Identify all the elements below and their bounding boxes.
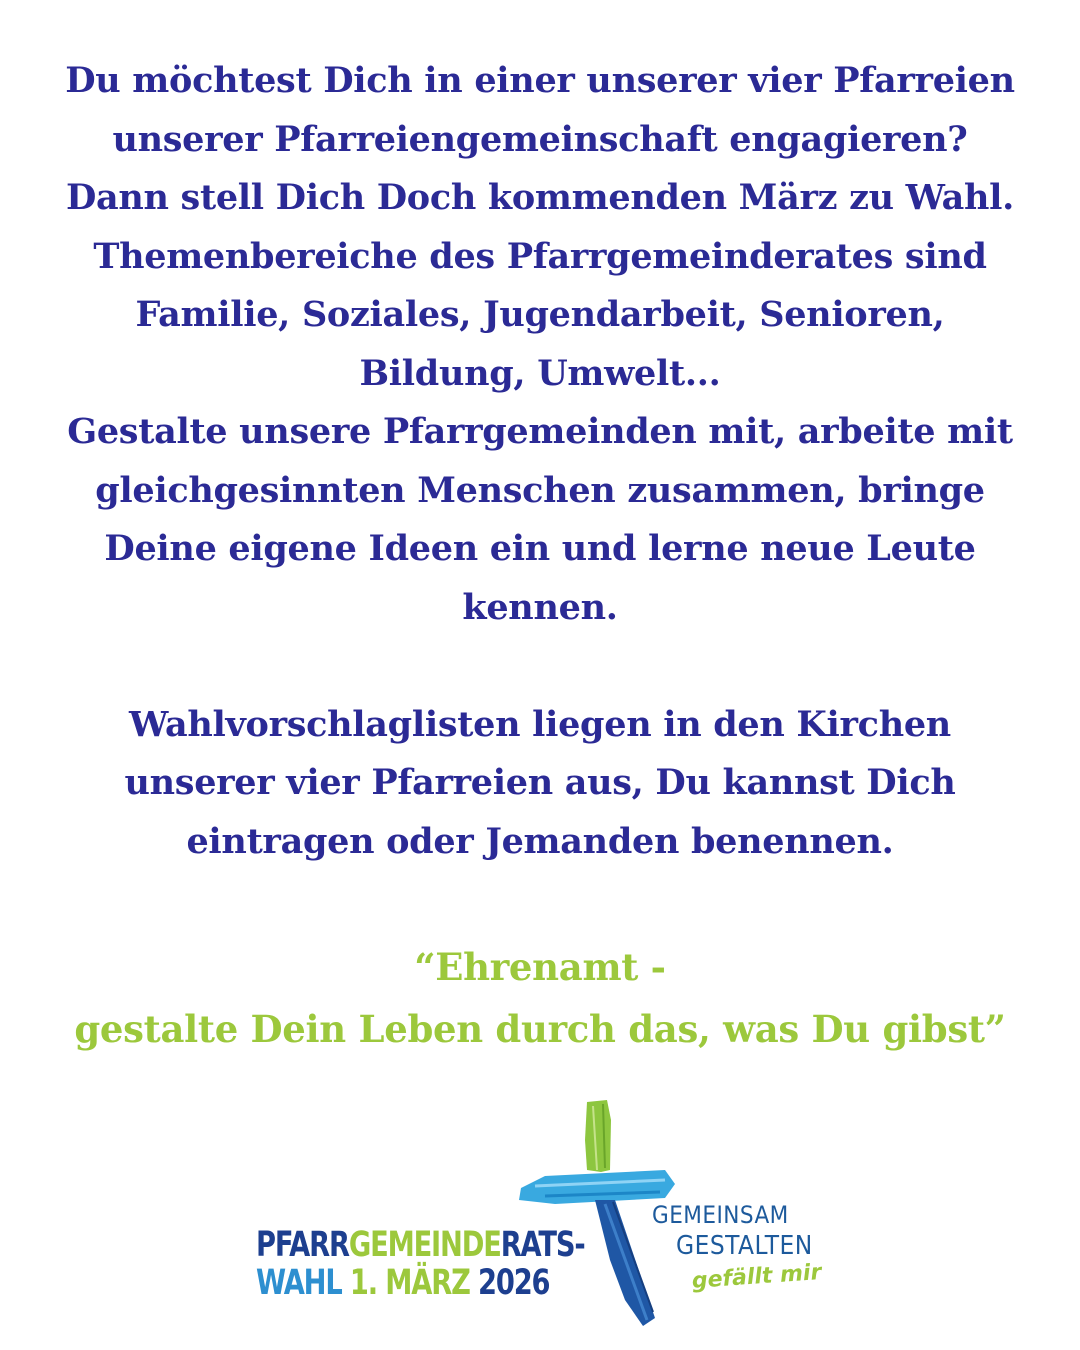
election-word-gemeinde: GEMEINDE — [348, 1225, 501, 1265]
text-line: Themenbereiche des Pfarrgemeinderates sind — [93, 235, 987, 277]
text-line: unserer Pfarreiengemeinschaft engagieren? — [112, 118, 968, 160]
text-line: unserer vier Pfarreien aus, Du kannst Dich — [124, 762, 956, 803]
election-word-rats: RATS- — [500, 1225, 585, 1265]
election-word-pfarr: PFARR — [256, 1225, 349, 1265]
text-line: Dann stell Dich Doch kommenden März zu Wahl. — [65, 177, 1015, 218]
election-year: 2026 — [478, 1263, 550, 1303]
text-line: eintragen oder Jemanden benennen. — [186, 820, 894, 862]
text-line: kennen. — [462, 586, 618, 628]
text-line: Du möchtest Dich in einer unserer vier Pfarreien — [65, 60, 1015, 101]
slogan-line-1: GEMEINSAM — [652, 1201, 789, 1229]
election-logo-line-2 — [256, 1263, 550, 1303]
paragraph-gap — [40, 637, 1040, 696]
election-logo-line-1 — [256, 1225, 585, 1265]
text-line: Bildung, Umwelt... — [359, 352, 721, 394]
slogan-logo — [652, 1200, 852, 1302]
slogan-line-3: gefällt mir — [691, 1259, 823, 1294]
election-word-wahl: WAHL — [256, 1263, 342, 1303]
announcement-text — [40, 52, 1040, 871]
text-line: gleichgesinnten Menschen zusammen, bringe — [95, 469, 985, 511]
slogan-line-2: GESTALTEN — [676, 1231, 813, 1261]
text-line: Wahlvorschlaglisten liegen in den Kirchen — [129, 703, 951, 745]
ehrenamt-quote — [20, 936, 1060, 1060]
text-line: Deine eigene Ideen ein und lerne neue Leute — [104, 528, 976, 569]
quote-line-2: gestalte Dein Leben durch das, was Du gibst” — [74, 1007, 1006, 1051]
election-date: 1. MÄRZ — [349, 1263, 470, 1303]
text-line: Familie, Soziales, Jugendarbeit, Senioren, — [135, 294, 945, 335]
quote-line-1: “Ehrenamt - — [414, 945, 666, 989]
text-line: Gestalte unsere Pfarrgemeinden mit, arbeite mit — [67, 411, 1013, 452]
